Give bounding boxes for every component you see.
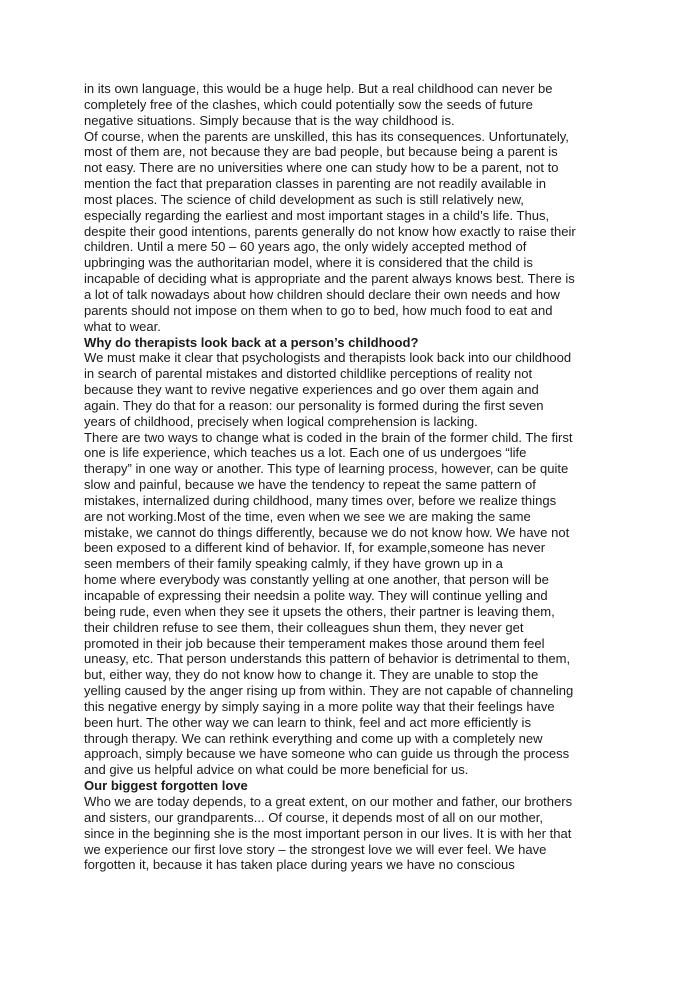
body-text-line: what to wear. xyxy=(84,318,161,334)
body-text-line: because they want to revive negative experiences and go over them again and xyxy=(84,382,539,398)
body-text-line: are not working.Most of the time, even when we see we are making the same xyxy=(84,508,531,524)
body-text-line: therapy” in one way or another. This type of learning process, however, can be quite xyxy=(84,461,569,477)
body-text-line: home where everybody was constantly yelling at one another, that person will be xyxy=(84,572,549,588)
body-text-line: parents should not impose on them when to go to bed, how much food to eat and xyxy=(84,302,553,318)
body-text-line: uneasy, etc. That person understands this pattern of behavior is detrimental to them, xyxy=(84,651,571,667)
body-text-line: completely free of the clashes, which could potentially sow the seeds of future xyxy=(84,96,533,112)
body-text-line: incapable of expressing their needsin a polite way. They will continue yelling and xyxy=(84,588,548,603)
body-text-line: a lot of talk nowadays about how children should declare their own needs and how xyxy=(84,286,560,302)
body-text-line: despite their good intentions, parents generally do not know how exactly to raise their xyxy=(84,223,576,239)
body-text-line: since in the beginning she is the most important person in our lives. It is with her that xyxy=(84,825,572,841)
body-text-line: upbringing was the authoritarian model, where it is considered that the child is xyxy=(84,255,533,271)
body-text-line: seen members of their family speaking calmly, if they have grown up in a xyxy=(84,556,503,572)
body-text-line: and give us helpful advice on what could be more beneficial for us. xyxy=(84,762,469,778)
body-text-line: forgotten it, because it has taken place during years we have no conscious xyxy=(84,857,515,873)
body-text-line: negative situations. Simply because that is the way childhood is. xyxy=(84,112,455,128)
body-text-line: Who we are today depends, to a great extent, on our mother and father, our brothers xyxy=(84,793,573,809)
body-text-line: being rude, even when they see it upsets the others, their partner is leaving them, xyxy=(84,603,555,619)
body-text-line: through therapy. We can rethink everything and come up with a completely new xyxy=(84,730,543,746)
body-text-line: been hurt. The other way we can learn to think, feel and act more efficiently is xyxy=(84,714,531,730)
body-text-line: one is life experience, which teaches us a lot. Each one of us undergoes “life xyxy=(84,445,527,461)
body-text-line: incapable of deciding what is appropriate and the parent always knows best. There is xyxy=(84,271,575,287)
body-text-line: There are two ways to change what is coded in the brain of the former child. The first xyxy=(84,429,573,445)
body-text-line: especially regarding the earliest and most important stages in a child’s life. Thus, xyxy=(84,207,550,223)
body-text-line: mistake, we cannot do things differently, because we do not know how. We have not xyxy=(84,524,570,540)
document-page xyxy=(84,81,624,873)
body-text-line: We must make it clear that psychologists and therapists look back into our childhood xyxy=(84,350,572,366)
body-text-line: this negative energy by simply saying in a more polite way that their feelings have xyxy=(84,698,555,714)
body-text-line: slow and painful, because we have the tendency to repeat the same pattern of xyxy=(84,477,536,493)
body-text-line: but, either way, they do not know how to change it. They are unable to stop the xyxy=(84,667,539,683)
body-text-line: in search of parental mistakes and distorted childlike perceptions of reality not xyxy=(84,366,533,382)
body-text-line: promoted in their job because their temperament makes those around them feel xyxy=(84,635,545,651)
body-text-line: been exposed to a different kind of behavior. If, for example,someone has never xyxy=(84,540,546,556)
body-text-line: mention the fact that preparation classes in parenting are not readily available in xyxy=(84,176,546,192)
body-text-line: their children refuse to see them, their colleagues shun them, they never get xyxy=(84,619,524,635)
body-text-line: we experience our first love story – the strongest love we will ever feel. We have xyxy=(84,841,547,857)
body-text-line: yelling caused by the anger rising up from within. They are not capable of channeling xyxy=(84,683,574,699)
section-heading: Why do therapists look back at a person’s childhood? xyxy=(84,334,419,350)
body-text-line: most of them are, not because they are bad people, but because being a parent is xyxy=(84,144,558,160)
body-text-line: again. They do that for a reason: our personality is formed during the first seven xyxy=(84,397,544,413)
body-text-line: Of course, when the parents are unskilled, this has its consequences. Unfortunately, xyxy=(84,128,569,144)
body-text-line: mistakes, internalized during childhood, many times over, before we realize things xyxy=(84,492,557,508)
body-text-line: approach, simply because we have someone who can guide us through the process xyxy=(84,746,570,762)
body-text-line: and sisters, our grandparents... Of course, it depends most of all on our mother, xyxy=(84,809,544,825)
body-text-line: most places. The science of child development as such is still relatively new, xyxy=(84,191,524,207)
body-text-line: years of childhood, precisely when logical comprehension is lacking. xyxy=(84,413,478,429)
body-text-line: in its own language, this would be a huge help. But a real childhood can never be xyxy=(84,81,553,96)
body-text-line: children. Until a mere 50 – 60 years ago, the only widely accepted method of xyxy=(84,239,527,255)
section-heading: Our biggest forgotten love xyxy=(84,778,248,794)
body-text-line: not easy. There are no universities where one can study how to be a parent, not to xyxy=(84,160,559,176)
